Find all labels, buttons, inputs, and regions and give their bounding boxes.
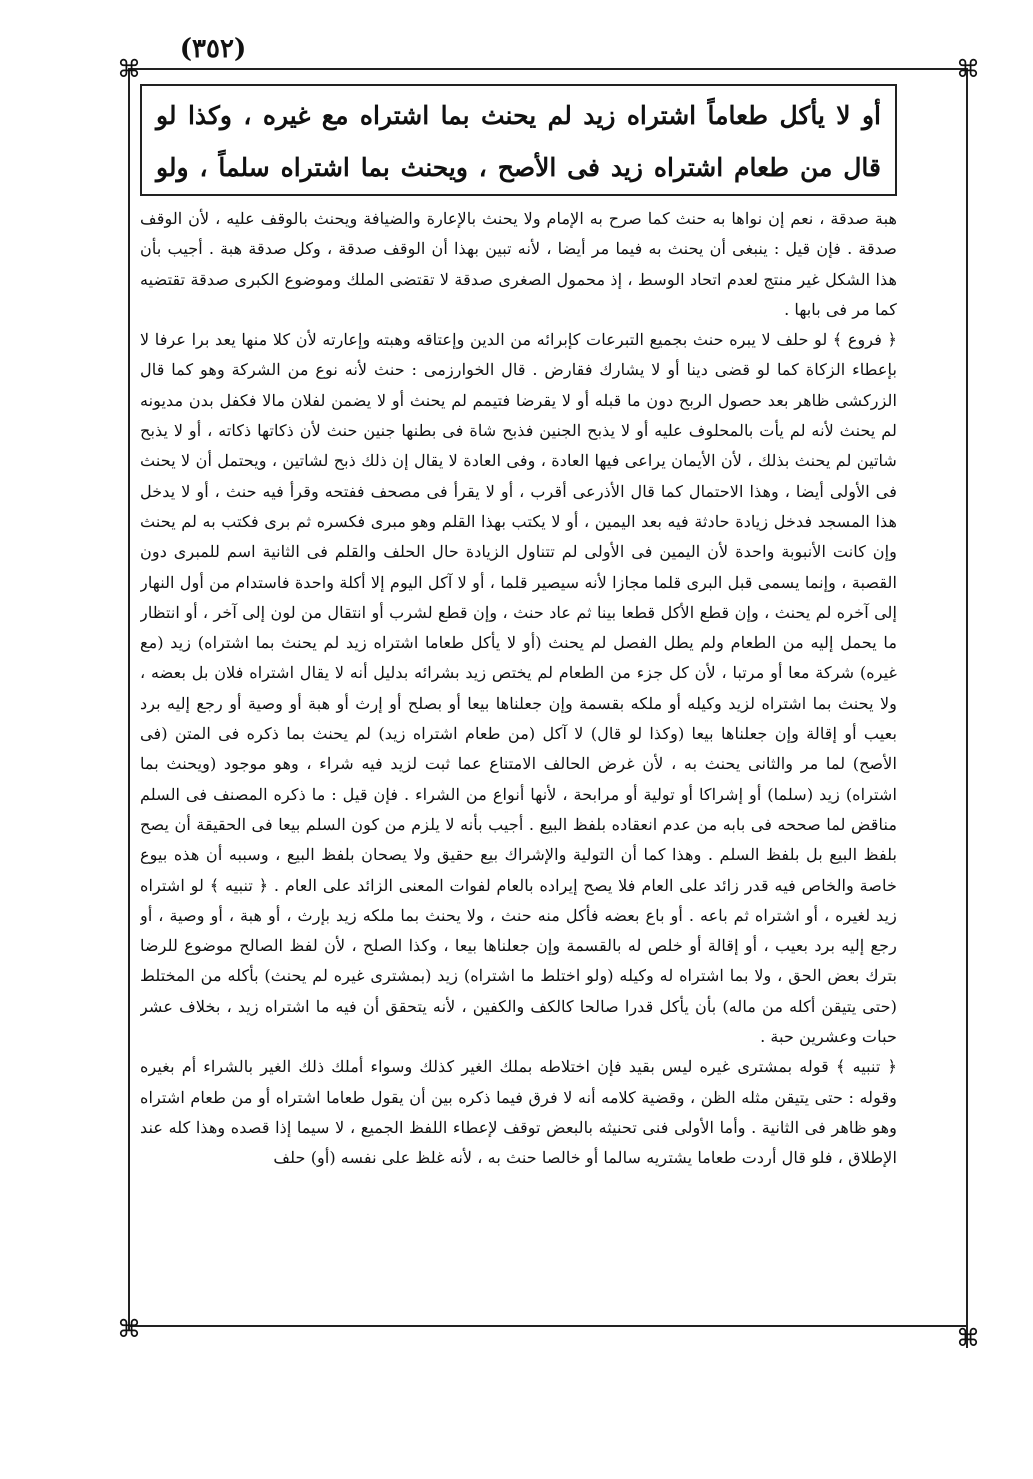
corner-ornament-icon: ⌘ bbox=[117, 55, 141, 83]
page-number: (٣٥٢) bbox=[179, 34, 247, 64]
matn-text-box bbox=[140, 84, 897, 196]
corner-ornament-icon: ⌘ bbox=[117, 1315, 141, 1343]
bottom-rule bbox=[128, 1325, 968, 1327]
commentary-paragraph: ﴿ تنبيه ﴾ قوله بمشترى غيره ليس بقيد فإن اختلاطه بملك الغير كذلك وسواء أملك ذلك الغير بالشراء أم بغيره وقوله : حتى يتيقن مثله الظن ، وقضية كلامه أنه لا فرق فيما ذكره بين أن يقول طعاما اشتراه أو من طعام اشتراه وهو ظاهر فى الثانية . وأما الأولى فنى تحنيثه بالبعض توقف لإعطاء اللفظ الجميع ، لا سيما إذا قصده وهذا كله عند الإطلاق ، فلو قال أردت طعاما يشتريه سالما أو خالصا حنث به ، لأنه غلظ على نفسه (أو) حلف bbox=[140, 1057, 897, 1168]
commentary-paragraph: ﴿ فروع ﴾ لو حلف لا يبره حنث بجميع التبرعات كإبرائه من الدين وإعتاقه وهبته وإعارته لأن كلا منها يعد برا عرفا لا بإعطاء الزكاة كما لو قضى دينا أو لا يشارك فقارض . قال الخوارزمى : حنث لأنه نوع من الشركة وهو كما قال الزركشى ظاهر بعد حصول الربح دون ما قبله أو لا يقرضا فتيمم لم يحنث أو لا يضمن لفلان مالا فكفل بدن مديونه لم يحنث لأنه لم يأت بالمحلوف عليه أو لا يذبح الجنين فذبح شاة فى بطنها جنين حنث لأن ذكاتها ذكاته ، أو لا يذبح شاتين لم يحنث بذلك ، لأن الأيمان يراعى فيها العادة ، وفى العادة لا يقال إن ذلك ذبح لشاتين ، ويحتمل أن لا يحنث فى الأولى أيضا ، وهذا الاحتمال كما قال الأذرعى أقرب ، أو لا يقرأ فى مصحف ففتحه وقرأ فيه حنث ، أو لا يدخل هذا المسجد فدخل زيادة حادثة فيه بعد اليمين ، أو لا يكتب بهذا القلم وهو مبرى فكسره ثم برى فكتب به لم يحنث وإن كانت الأنبوبة واحدة لأن اليمين فى الأولى لم تتناول الزيادة حال الحلف والقلم فى الثانية اسم للمبرى دون القصبة ، وإنما يسمى قبل البرى قلما مجازا لأنه سيصير قلما ، أو لا آكل اليوم إلا أكلة واحدة فاستدام من أول النهار إلى آخره لم يحنث ، وإن قطع الأكل قطعا بينا ثم عاد حنث ، وإن قطع لشرب أو انتقال من لون إلى آخر ، أو انتظار ما يحمل إليه من الطعام ولم يطل الفصل لم يحنث (أو لا يأكل طعاما اشتراه زيد لم يحنث بما اشتراه) زيد (مع غيره) شركة معا أو مرتبا ، لأن كل جزء من الطعام لم يختص زيد بشرائه بدليل أنه لا يقال اشتراه فلان بل بعضه ، ولا يحنث بما اشتراه لزيد وكيله أو ملكه بقسمة وإن جعلناها بيعا أو بصلح أو إرث أو هبة أو وصية أو رجع إليه برد بعيب أو إقالة وإن جعلناها بيعا (وكذا لو قال) لا آكل (من طعام اشتراه زيد) لم يحنث بما ذكره فى المتن (فى الأصح) لما مر والثانى يحنث به ، لأن غرض الحالف الامتناع عما ثبت لزيد فيه شراء ، وهو موجود (ويحنث بما اشتراه) زيد (سلما) أو إشراكا أو تولية أو مرابحة ، لأنها أنواع من الشراء . فإن قيل : ما ذكره المصنف فى السلم مناقض لما صححه فى بابه من عدم انعقاده بلفظ البيع . أجيب بأنه لا يلزم من كون السلم بيعا فى الحقيقة أن يصح بلفظ البيع بل بلفظ السلم . وهذا كما أن التولية والإشراك بيع حقيق ولا يصحان بلفظ البيع ، وسببه أن هذه بيوع خاصة والخاص فيه قدر زائد على العام فلا يصح إيراده بالعام لفوات المعنى الزائد على العام . ﴿ تنبيه ﴾ لو اشتراه زيد لغيره ، أو اشتراه ثم باعه . أو باع بعضه فأكل منه حنث ، ولا يحنث بما ملكه زيد بإرث ، أو هبة ، أو وصية ، أو رجع إليه برد بعيب ، أو إقالة أو خلص له بالقسمة وإن جعلناها بيعا ، وكذا الصلح ، لأن لفظ الصالح موضوع للرضا بترك بعض الحق ، ولا بما اشتراه له وكيله (ولو اختلط ما اشتراه) زيد (بمشترى غيره لم يحنث) بأكله من المختلط (حتى يتيقن أكله من ماله) بأن يأكل قدرا صالحا كالكف والكفين ، لأنه يتحقق أن فيه ما اشتراه زيد ، بخلاف عشر حبات وعشرين حبة . bbox=[140, 330, 897, 1047]
right-rule bbox=[966, 68, 968, 1348]
matn-text: أو لا يأكل طعاماً اشتراه زيد لم يحنث بما اشتراه مع غيره ، وكذا لو قال من طعام اشتراه زيد فى الأصح ، ويحنث بما اشتراه سلماً ، ولو bbox=[156, 101, 881, 182]
top-rule bbox=[128, 68, 968, 70]
corner-ornament-icon: ⌘ bbox=[956, 1324, 980, 1352]
commentary-text bbox=[140, 204, 897, 1324]
corner-ornament-icon: ⌘ bbox=[956, 55, 980, 83]
left-rule bbox=[128, 68, 130, 1330]
commentary-paragraph: هبة صدقة ، نعم إن نواها به حنث كما صرح به الإمام ولا يحنث بالإعارة والضيافة ويحنث بالوقف عليه ، لأن الوقف صدقة . فإن قيل : ينبغى أن يحنث به فيما مر أيضا ، لأنه تبين بهذا أن الوقف صدقة ، وكل صدقة هبة . أجيب بأن هذا الشكل غير منتج لعدم اتحاد الوسط ، إذ محمول الصغرى صدقة لا تقتضى الملك وموضوع الكبرى صدقة تقتضيه كما مر فى بابها . bbox=[140, 209, 897, 319]
